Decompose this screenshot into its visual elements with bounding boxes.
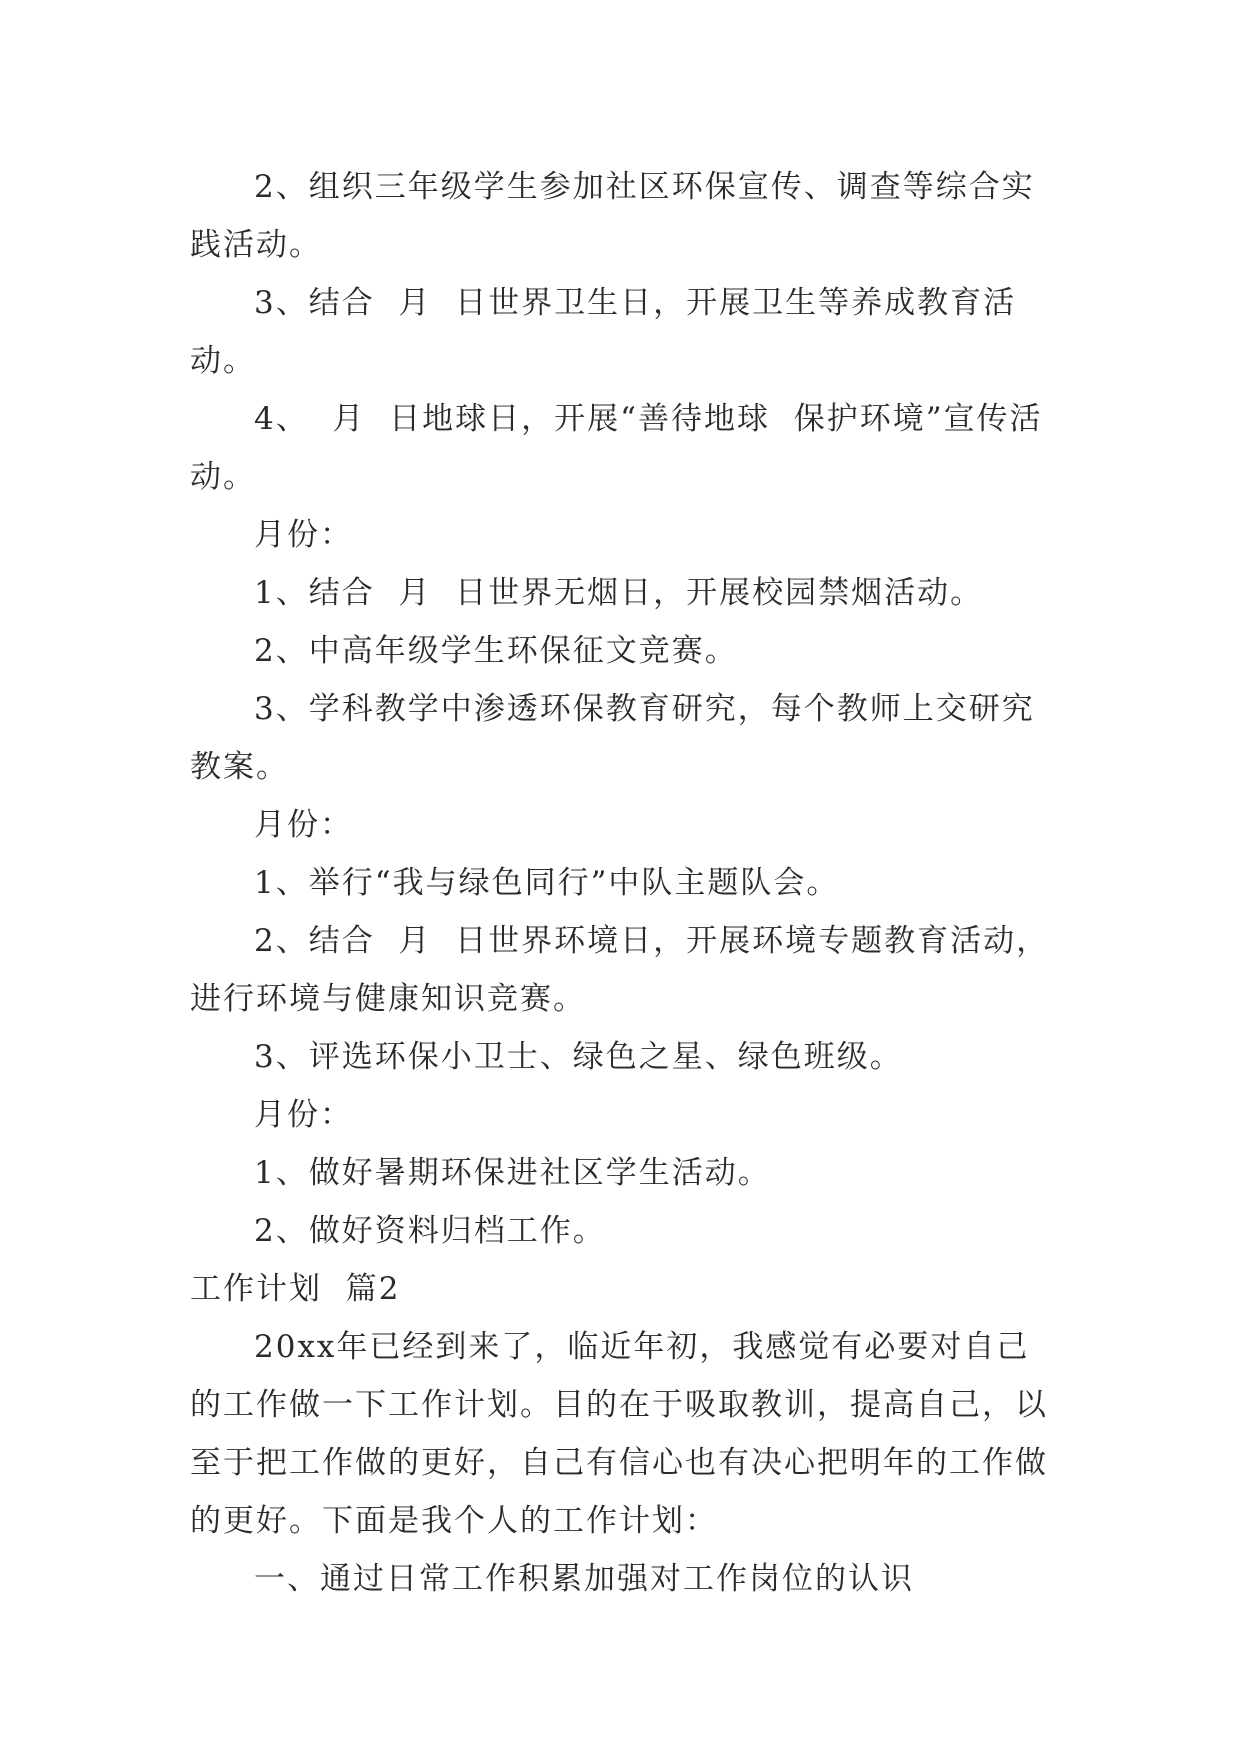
- month-heading: 月份：: [254, 517, 353, 553]
- month-heading: 月份：: [254, 807, 353, 843]
- paragraph: 一、通过日常工作积累加强对工作岗位的认识: [254, 1561, 914, 1597]
- paragraph: 3、学科教学中渗透环保教育研究，每个教师上交研究教案。: [190, 691, 1035, 785]
- paragraph: 20xx年已经到来了，临近年初，我感觉有必要对自己的工作做一下工作计划。目的在于吸取教训，提高自己，以至于把工作做的更好，自己有信心也有决心把明年的工作做的更好。下面是我个人的工作计划：: [190, 1329, 1048, 1539]
- paragraph: 1、结合 月 日世界无烟日，开展校园禁烟活动。: [254, 575, 984, 611]
- paragraph: 2、组织三年级学生参加社区环保宣传、调查等综合实践活动。: [190, 169, 1035, 263]
- paragraph: 2、结合 月 日世界环境日，开展环境专题教育活动，进行环境与健康知识竞赛。: [190, 923, 1050, 1017]
- paragraph: 1、举行“我与绿色同行”中队主题队会。: [254, 865, 840, 901]
- paragraph: 1、做好暑期环保进社区学生活动。: [254, 1155, 771, 1191]
- paragraph: 3、评选环保小卫士、绿色之星、绿色班级。: [254, 1039, 903, 1075]
- paragraph: 2、中高年级学生环保征文竞赛。: [254, 633, 738, 669]
- paragraph: 2、做好资料归档工作。: [254, 1213, 606, 1249]
- document-body: [190, 158, 1060, 1608]
- paragraph: 3、结合 月 日世界卫生日，开展卫生等养成教育活动。: [190, 285, 1017, 379]
- paragraph: 4、 月 日地球日，开展“善待地球 保护环境”宣传活动。: [190, 401, 1043, 495]
- section-title: 工作计划 篇2: [190, 1271, 401, 1307]
- month-heading: 月份：: [254, 1097, 353, 1133]
